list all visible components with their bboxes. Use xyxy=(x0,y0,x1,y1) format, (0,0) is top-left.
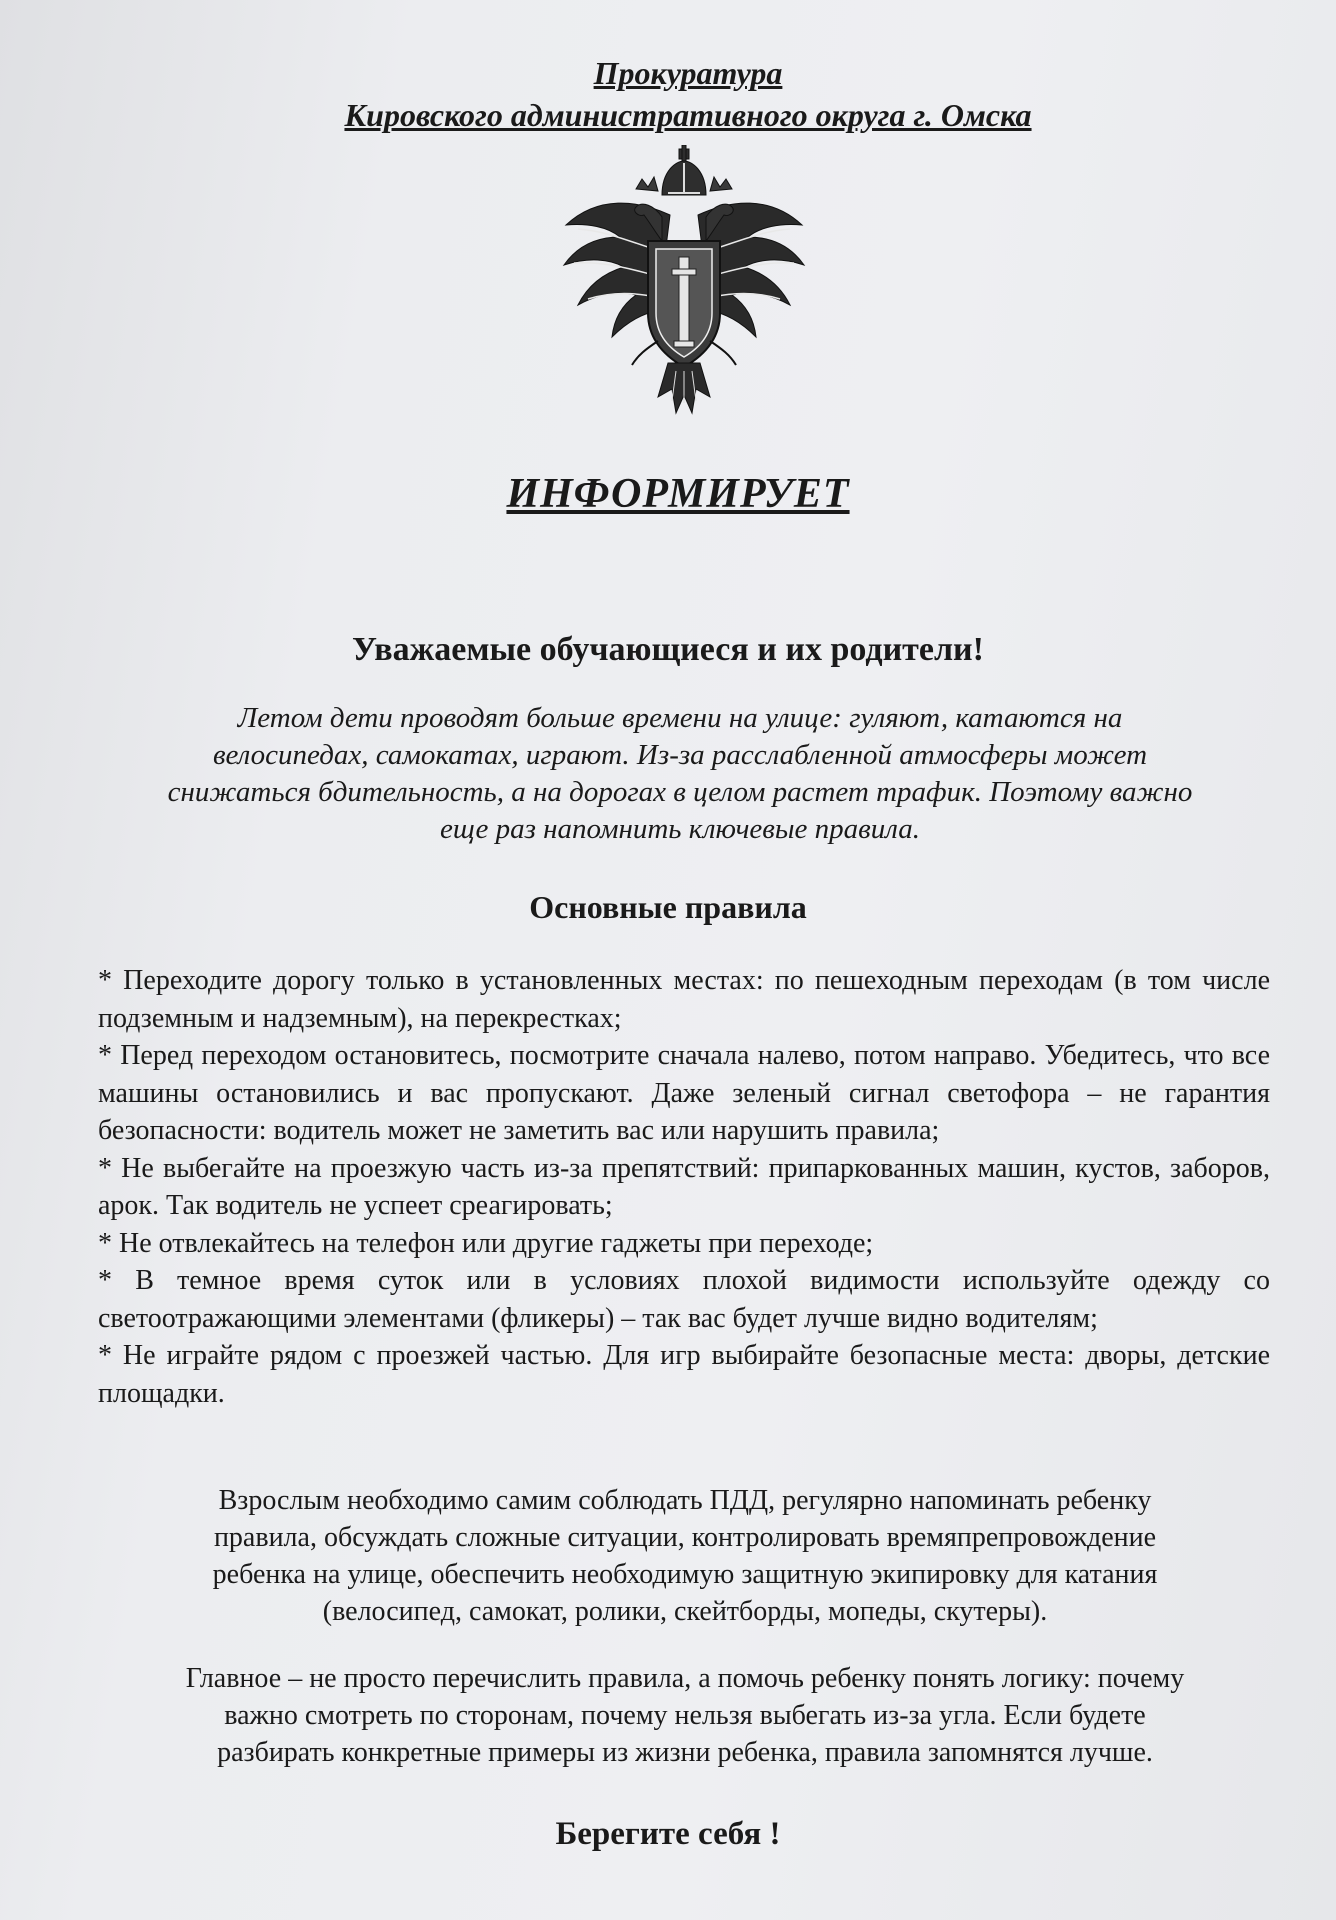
header-organization: Прокуратура xyxy=(593,55,783,91)
main-note-line: разбирать конкретные примеры из жизни ребенка, правила запомнятся лучше. xyxy=(217,1737,1153,1768)
intro-paragraph xyxy=(100,700,1260,848)
rules-list xyxy=(98,962,1270,1412)
header-district: Кировского административного округа г. Омска xyxy=(344,97,1032,133)
main-note-paragraph xyxy=(100,1660,1270,1771)
rule-item: * В темное время суток или в условиях плохой видимости используйте одежду со светоотражающими элементами (фликеры) – так вас будет лучше видно водителям; xyxy=(98,1265,1270,1334)
informs-title: ИНФОРМИРУЕТ xyxy=(506,471,850,517)
prosecutor-emblem-icon xyxy=(558,145,810,425)
main-note-line: Главное – не просто перечислить правила, а помочь ребенку понять логику: почему xyxy=(185,1663,1185,1694)
main-note-line: важно смотреть по сторонам, почему нельзя выбегать из-за угла. Если будете xyxy=(224,1700,1146,1731)
intro-line: Летом дети проводят больше времени на улице: гуляют, катаются на xyxy=(237,702,1123,734)
adults-line: (велосипед, самокат, ролики, скейтборды, мопеды, скутеры). xyxy=(322,1596,1048,1627)
rule-item: * Не играйте рядом с проезжей частью. Для игр выбирайте безопасные места: дворы, детские площадки. xyxy=(98,1340,1270,1409)
intro-line: велосипедах, самокатах, играют. Из-за расслабленной атмосферы может xyxy=(212,739,1148,771)
rule-item: * Не выбегайте на проезжую часть из-за препятствий: припаркованных машин, кустов, заборов, арок. Так водитель не успеет среагировать; xyxy=(98,1152,1270,1221)
intro-line: снижаться бдительность, а на дорогах в целом растет трафик. Поэтому важно xyxy=(167,776,1193,808)
intro-line: еще раз напомнить ключевые правила. xyxy=(440,813,920,845)
rule-item: * Перед переходом остановитесь, посмотрите сначала налево, потом направо. Убедитесь, что все машины остановились и вас пропускают. Даже зеленый сигнал светофора – не гарантия безопасности: водитель может не заметить вас или нарушить правила; xyxy=(98,1040,1270,1146)
rule-item: * Переходите дорогу только в установленных местах: по пешеходным переходам (в том числе подземным и надземным), на перекрестках; xyxy=(98,965,1270,1034)
closing-line: Берегите себя ! xyxy=(555,1816,781,1852)
rule-item: * Не отвлекайтесь на телефон или другие гаджеты при переходе; xyxy=(98,1227,874,1259)
adults-line: ребенка на улице, обеспечить необходимую защитную экипировку для катания xyxy=(212,1559,1158,1590)
adults-line: Взрослым необходимо самим соблюдать ПДД, регулярно напоминать ребенку xyxy=(218,1485,1152,1516)
rules-heading: Основные правила xyxy=(529,889,807,925)
greeting-heading: Уважаемые обучающиеся и их родители! xyxy=(352,631,984,668)
adults-line: правила, обсуждать сложные ситуации, контролировать времяпрепровождение xyxy=(213,1522,1157,1553)
adults-paragraph xyxy=(110,1482,1260,1630)
